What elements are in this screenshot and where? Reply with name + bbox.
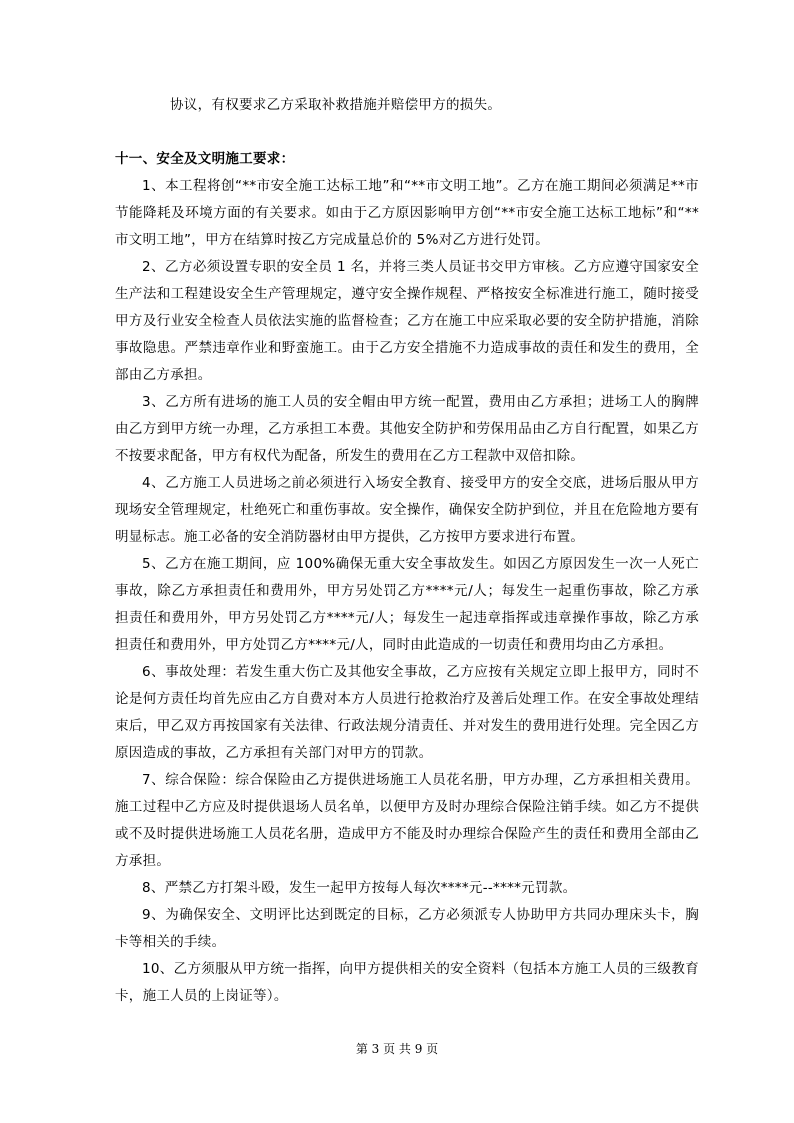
paragraph-2: 2、乙方必须设置专职的安全员 1 名，并将三类人员证书交甲方审核。乙方应遵守国家安全生产法和工程建设安全生产管理规定，遵守安全操作规程、严格按安全标准进行施工，随时接受甲方及行业安全检查人员依法实施的监督检查；乙方在施工中应采取必要的安全防护措施，消除事故隐患。严禁违章作业和野蛮施工。由于乙方安全措施不力造成事故的责任和发生的费用，全部由乙方承担。 — [115, 259, 699, 383]
paragraph-6: 6、事故处理：若发生重大伤亡及其他安全事故，乙方应按有关规定立即上报甲方，同时不论是何方责任均首先应由乙方自费对本方人员进行抢救治疗及善后处理工作。在安全事故处理结束后，甲乙双方再按国家有关法律、行政法规分清责任、并对发生的费用进行处理。完全因乙方原因造成的事故，乙方承担有关部门对甲方的罚款。 — [115, 664, 699, 761]
continuation-text: 协议，有权要求乙方采取补救措施并赔偿甲方的损失。 — [170, 97, 502, 113]
paragraph-8: 8、严禁乙方打架斗殴，发生一起甲方按每人每次****元--****元罚款。 — [142, 880, 577, 896]
paragraph-7: 7、综合保险：综合保险由乙方提供进场施工人员花名册，甲方办理，乙方承担相关费用。施工过程中乙方应及时提供退场人员名单，以便甲方及时办理综合保险注销手续。如乙方不提供或不及时提供进场施工人员花名册，造成甲方不能及时办理综合保险产生的责任和费用全部由乙方承担。 — [115, 772, 699, 869]
paragraph-3: 3、乙方所有进场的施工人员的安全帽由甲方统一配置，费用由乙方承担；进场工人的胸牌由乙方到甲方统一办理，乙方承担工本费。其他安全防护和劳保用品由乙方自行配置，如果乙方不按要求配备，甲方有权代为配备，所发生的费用在乙方工程款中双倍扣除。 — [115, 394, 699, 464]
paragraph-4: 4、乙方施工人员进场之前必须进行入场安全教育、接受甲方的安全交底，进场后服从甲方现场安全管理规定，杜绝死亡和重伤事故。安全操作，确保安全防护到位，并且在危险地方要有明显标志。施工必备的安全消防器材由甲方提供，乙方按甲方要求进行布置。 — [115, 475, 699, 545]
page-number-footer: 第 3 页 共 9 页 — [355, 1042, 439, 1056]
paragraph-10: 10、乙方须服从甲方统一指挥，向甲方提供相关的安全资料（包括本方施工人员的三级教育卡，施工人员的上岗证等）。 — [115, 961, 699, 1004]
paragraph-1: 1、本工程将创“**市安全施工达标工地”和“**市文明工地”。乙方在施工期间必须满足**市节能降耗及环境方面的有关要求。如由于乙方原因影响甲方创“**市安全施工达标工地标”和“**市文明工地”，甲方在结算时按乙方完成量总价的 5%对乙方进行处罚。 — [115, 178, 699, 248]
section-heading: 十一、安全及文明施工要求： — [115, 151, 295, 167]
paragraph-5: 5、乙方在施工期间，应 100%确保无重大安全事故发生。如因乙方原因发生一次一人死亡事故，除乙方承担责任和费用外，甲方另处罚乙方****元/人；每发生一起重伤事故，除乙方承担责任和费用外，甲方另处罚乙方****元/人；每发生一起违章指挥或违章操作事故，除乙方承担责任和费用外，甲方处罚乙方****元/人，同时由此造成的一切责任和费用均由乙方承担。 — [115, 556, 699, 653]
document-body — [115, 92, 699, 1010]
paragraph-9: 9、为确保安全、文明评比达到既定的目标，乙方必须派专人协助甲方共同办理床头卡，胸卡等相关的手续。 — [115, 907, 699, 950]
